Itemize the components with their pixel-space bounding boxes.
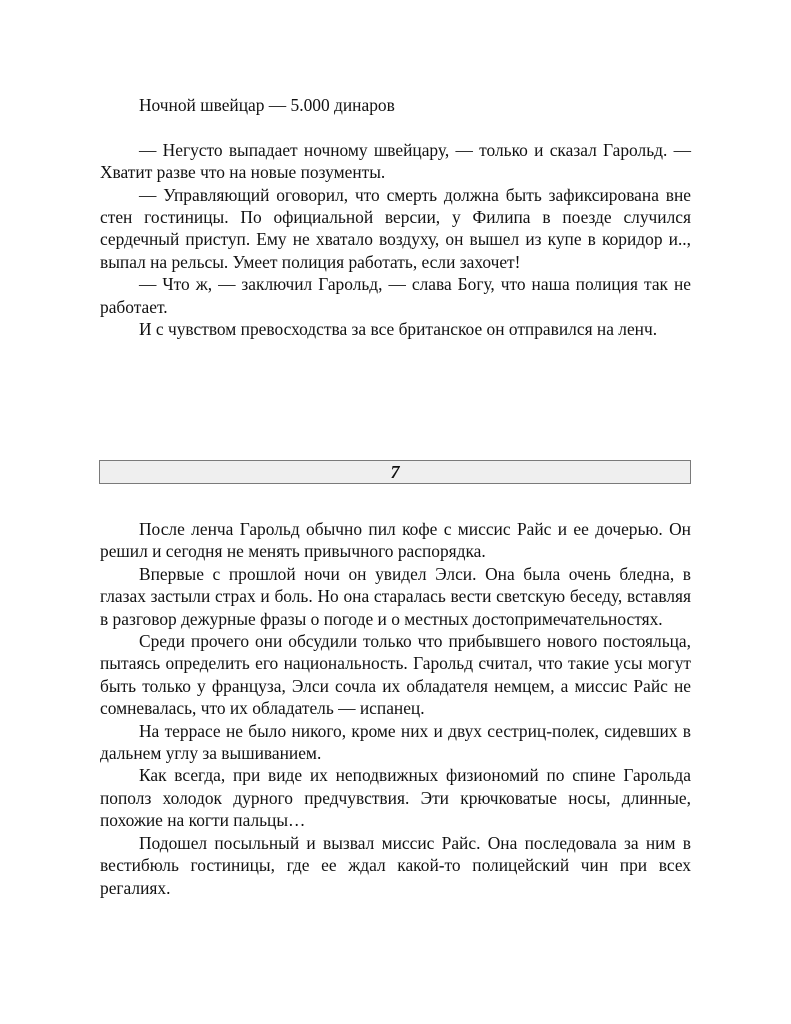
- paragraph: — Управляющий оговорил, что смерть должна быть зафиксирована вне стен гостиницы. По официальной версии, у Филипа в поезде случился сердечный приступ. Ему не хватало воздуху, он вышел из купе в коридор и.., выпал на рельсы. Умеет полиция работать, если захочет!: [100, 184, 691, 272]
- chapter-heading: 7: [99, 460, 691, 484]
- paragraph: — Что ж, — заключил Гарольд, — слава Богу, что наша полиция так не работает.: [100, 274, 691, 317]
- paragraph: Как всегда, при виде их неподвижных физиономий по спине Гарольда пополз холодок дурного предчувствия. Эти крючковатые носы, длинные, похожие на когти пальцы…: [100, 765, 691, 831]
- section-two: [100, 518, 691, 899]
- paragraph: — Негусто выпадает ночному швейцару, — только и сказал Гарольд. — Хватит разве что на новые позументы.: [100, 139, 691, 183]
- paragraph: Среди прочего они обсудили только что прибывшего нового постояльца, пытаясь определить его национальность. Гарольд считал, что такие усы могут быть только у француза, Элси сочла их обладателя немцем, а миссис Райс не сомневалась, что их обладатель — испанец.: [100, 631, 691, 719]
- section-one: [100, 94, 691, 340]
- paragraph: Впервые с прошлой ночи он увидел Элси. Она была очень бледна, в глазах застыли страх и боль. Но она старалась вести светскую беседу, вставляя в разговор дежурные фразы о погоде и о местных достопримечательностях.: [100, 563, 691, 629]
- paragraph: После ленча Гарольд обычно пил кофе с миссис Райс и ее дочерью. Он решил и сегодня не менять привычного распорядка.: [100, 519, 691, 562]
- paragraph: Подошел посыльный и вызвал миссис Райс. Она последовала за ним в вестибюль гостиницы, где ее ждал какой-то полицейский чин при всех регалиях.: [100, 832, 691, 898]
- paragraph: На террасе не было никого, кроме них и двух сестриц-полек, сидевших в дальнем углу за вышиванием.: [100, 720, 691, 764]
- paragraph: И с чувством превосходства за все британское он отправился на ленч.: [139, 319, 658, 340]
- lead-line: Ночной швейцар — 5.000 динаров: [139, 95, 395, 115]
